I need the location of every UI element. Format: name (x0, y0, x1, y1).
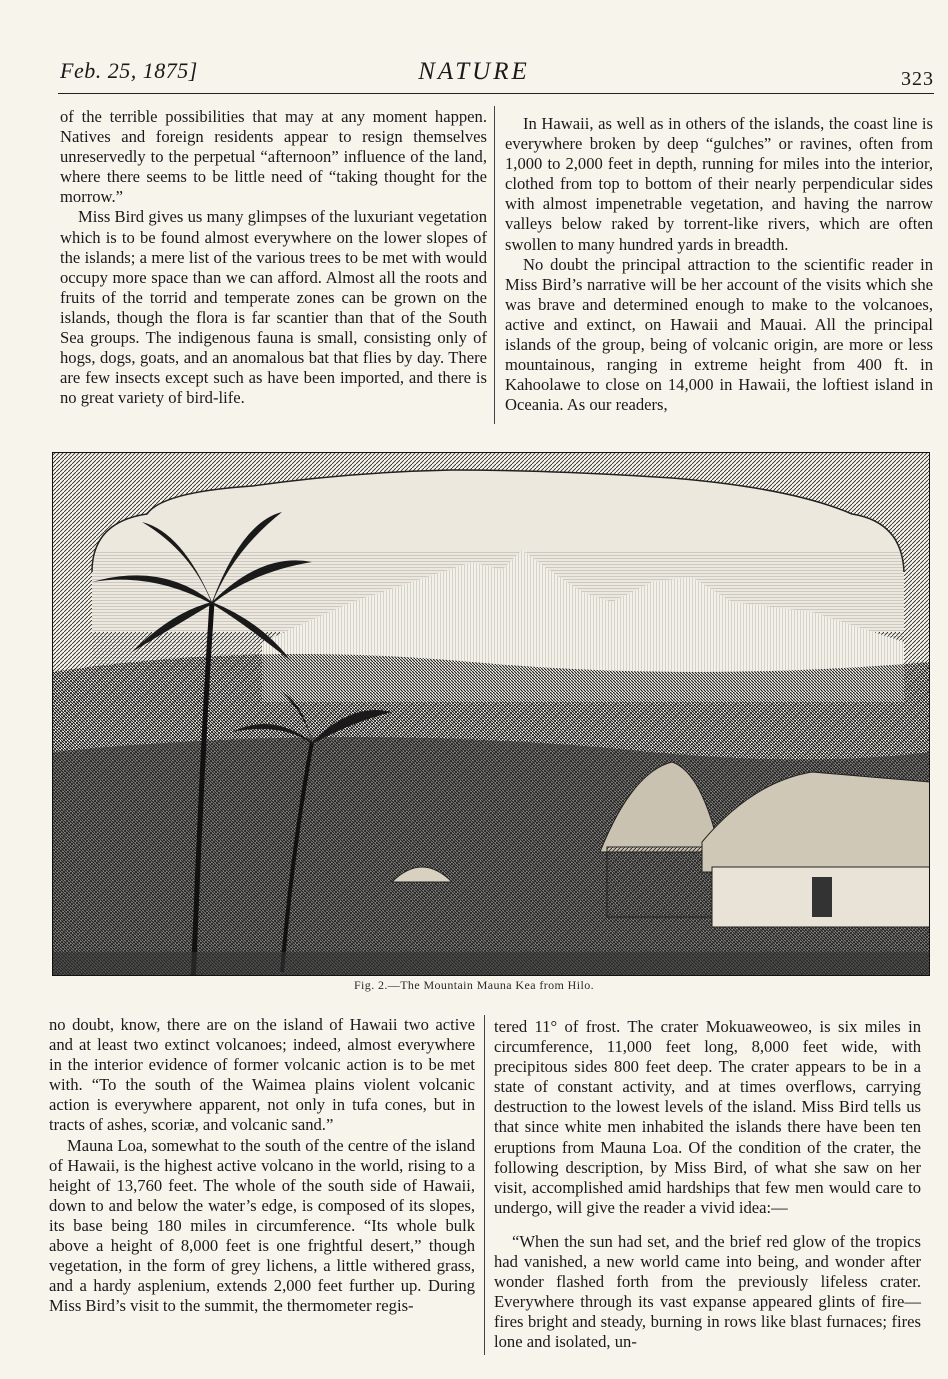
page-number: 323 (901, 68, 934, 90)
paragraph: tered 11° of frost. The crater Mokuaweoweo, is six miles in circumference, 11,000 feet long, 8,000 feet wide, with precipitous sides 800 feet deep. The crater appears to be in a state of constant activity, and at times overflows, carrying destruction to the lowest levels of the island. Miss Bird tells us that since white men inhabited the islands there have been ten eruptions from Mauna Loa. Of the condition of the crater, the following description, by Miss Bird, of what she saw on her visit, accomplished amid hardships that few men would care to undergo, will give the reader a vivid idea:— (494, 1017, 921, 1217)
issue-date: Feb. 25, 1875] (60, 58, 198, 83)
top-left-column (60, 107, 487, 408)
paragraph: No doubt the principal attraction to the scientific reader in Miss Bird’s narrative will be her account of the visits which she was brave and determined enough to make to the volcanoes, active and extinct, on Hawaii and Mauai. All the principal islands of the group, being of volcanic origin, are more or less mountainous, ranging in extreme height from 400 ft. in Kahoolawe to close on 14,000 in Hawaii, the loftiest island in Oceania. As our readers, (505, 254, 933, 415)
bottom-right-column (494, 1017, 921, 1353)
paragraph: of the terrible possibilities that may at any moment happen. Natives and foreign residents appear to resign themselves unreservedly to the perpetual “afternoon” influence of the land, where there seems to be little need of “taking thought for the morrow.” (60, 107, 487, 207)
page-header (0, 0, 948, 100)
paragraph: “When the sun had set, and the brief red glow of the tropics had vanished, a new world came into being, and wonder after wonder flashed forth from the previously lifeless crater. Everywhere through its vast expanse appeared glints of fire—fires bright and steady, burning in rows like blast furnaces; fires lone and isolated, un- (494, 1231, 921, 1352)
header-rule (58, 93, 934, 94)
paragraph: Mauna Loa, somewhat to the south of the centre of the island of Hawaii, is the highest active volcano in the world, rising to a height of 13,760 feet. The whole of the south side of Hawaii, down to and below the water’s edge, is composed of its slopes, its base being 180 miles in circumference. “Its whole bulk above a height of 8,000 feet is one frightful desert,” though vegetation, in the form of grey lichens, a little withered grass, and a hardy asplenium, extends 2,000 feet further up. During Miss Bird’s visit to the summit, the thermometer regis- (49, 1135, 475, 1316)
paragraph: no doubt, know, there are on the island of Hawaii two active and at least two extinct volcanoes; indeed, almost everywhere in the interior evidence of former volcanic action is to be met with. “To the south of the Waimea plains violent volcanic action is everywhere apparent, not only in tufa cones, but in tracts of ashes, scoriæ, and volcanic sand.” (49, 1015, 475, 1135)
figure-caption: Fig. 2.—The Mountain Mauna Kea from Hilo. (353, 978, 595, 992)
column-divider (484, 1015, 485, 1355)
paragraph: In Hawaii, as well as in others of the islands, the coast line is everywhere broken by deep “gulches” or ravines, often from 1,000 to 2,000 feet in depth, running for miles into the interior, clothed from top to bottom of their nearly perpendicular sides with almost impenetrable vegetation, and having the narrow valleys below raked by torrent-like rivers, which are often swollen to many hundred yards in breadth. (505, 114, 933, 254)
engraving-mauna-kea (52, 452, 930, 976)
column-divider (494, 106, 495, 424)
top-right-column (505, 114, 933, 415)
journal-title: NATURE (418, 58, 530, 85)
paragraph: Miss Bird gives us many glimpses of the luxuriant vegetation which is to be found almost everywhere on the lower slopes of the islands; a mere list of the various trees to be met with would occupy more space than we can afford. Almost all the roots and fruits of the torrid and temperate zones can be grown on the islands, though the flora is far scantier than that of the South Sea groups. The indigenous fauna is small, consisting only of hogs, dogs, goats, and an anomalous bat that flies by day. There are few insects except such as have been imported, and there is no great variety of bird-life. (60, 207, 487, 408)
bottom-left-column (49, 1015, 475, 1316)
